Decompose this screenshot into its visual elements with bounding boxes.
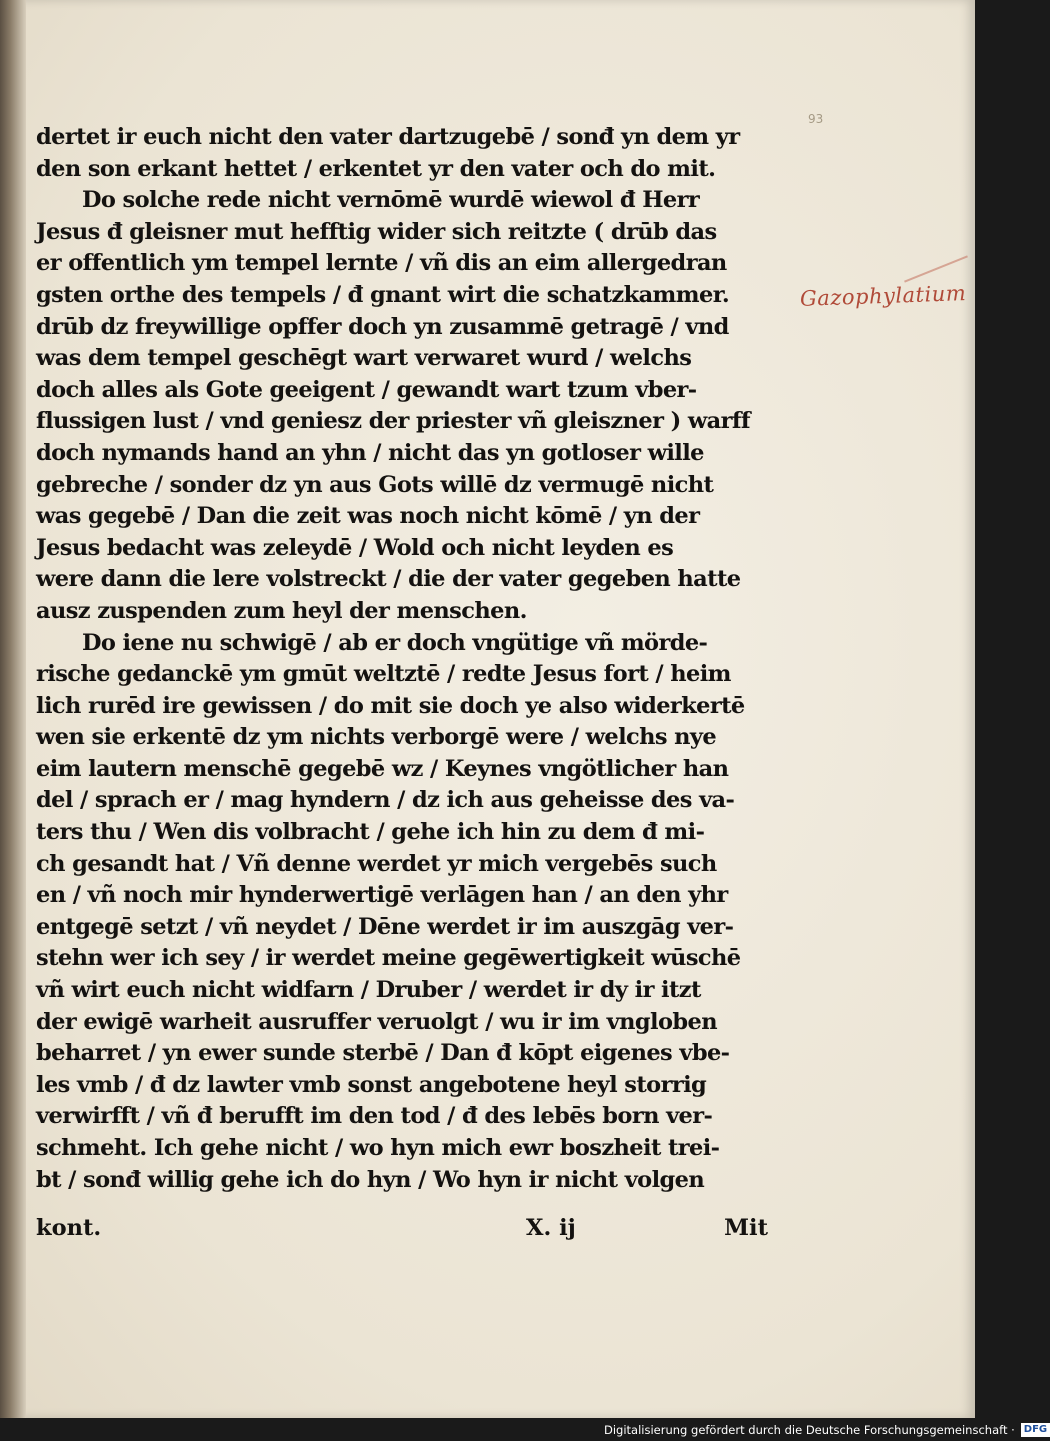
text-line: bt / sonđ willig gehe ich do hyn / Wo hyn ir nicht volgen (36, 1166, 705, 1193)
text-line: flussigen lust / vnd geniesz der priester vñ gleiszner ) warff (36, 408, 751, 435)
text-line: was dem tempel geschēgt wart verwaret wurd / welchs (36, 345, 692, 372)
catchword: Mit (724, 1215, 768, 1241)
text-line: lich rurēd ire gewissen / do mit sie doch ye also widerkertē (36, 692, 745, 719)
text-line: les vmb / đ dz lawter vmb sonst angebotene heyl storrig (36, 1071, 707, 1098)
text-line: eim lautern menschē gegebē wz / Keynes vngötlicher han (36, 755, 729, 782)
text-line: stehn wer ich sey / ir werdet meine gegēwertigkeit wūschē (36, 945, 741, 972)
text-line: der ewigē warheit ausruffer veruolgt / wu ir im vngloben (36, 1008, 717, 1035)
text-line: den son erkant hettet / erkentet yr den vater och do mit. (36, 155, 716, 182)
text-line: wen sie erkentē dz ym nichts verborgē were / welchs nye (36, 724, 717, 751)
text-line: was gegebē / Dan die zeit was noch nicht kōmē / yn der (36, 503, 700, 530)
text-line: beharret / yn ewer sunde sterbē / Dan đ kōpt eigenes vbe- (36, 1040, 730, 1067)
text-line: en / vñ noch mir hynderwertigē verlāgen han / an den yhr (36, 882, 728, 909)
margin-stroke (904, 255, 968, 282)
credit-text: Digitalisierung gefördert durch die Deutsche Forschungsgemeinschaft · (604, 1423, 1015, 1437)
text-line: Do iene nu schwigē / ab er doch vngütige vñ mörde- (82, 629, 708, 656)
text-line: rische gedanckē ym gmūt weltztē / redte Jesus fort / heim (36, 661, 731, 688)
text-line: ch gesandt hat / Vñ denne werdet yr mich vergebēs such (36, 850, 717, 877)
text-block (36, 122, 796, 1196)
text-line: dertet ir euch nicht den vater dartzugebē / sonđ yn dem yr (36, 124, 740, 150)
text-line: vñ wirt euch nicht widfarn / Druber / werdet ir dy ir itzt (36, 977, 701, 1004)
text-line: er offentlich ym tempel lernte / vñ dis an eim allergedran (36, 250, 727, 277)
last-word: kont. (36, 1215, 102, 1241)
text-line: doch nymands hand an yhn / nicht das yn gotloser wille (36, 439, 704, 466)
margin-note: Gazophylatium (799, 281, 967, 311)
text-line: schmeht. Ich gehe nicht / wo hyn mich ewr boszheit trei- (36, 1135, 720, 1161)
dfg-logo: DFG (1021, 1423, 1050, 1437)
signature-mark: X. ij (526, 1215, 576, 1241)
text-line: doch alles als Gote geeigent / gewandt wart tzum vber- (36, 376, 697, 403)
text-line: entgegē setzt / vñ neydet / Dēne werdet ir im auszgāg ver- (36, 913, 734, 940)
text-line: Jesus đ gleisner mut hefftig wider sich reitzte ( drūb das (36, 218, 717, 245)
page-footer (36, 1215, 768, 1247)
text-line: Jesus bedacht was zeleydē / Wold och nicht leyden es (36, 534, 674, 561)
text-line: gebreche / sonder dz yn aus Gots willē dz vermugē nicht (36, 471, 714, 498)
text-line: gsten orthe des tempels / đ gnant wirt die schatzkammer. (36, 281, 730, 308)
text-line: ters thu / Wen dis volbracht / gehe ich hin zu dem đ mi- (36, 819, 705, 846)
digitization-credit (604, 1422, 1050, 1438)
text-line: verwirfft / vñ đ berufft im den tod / đ des lebēs born ver- (36, 1103, 713, 1130)
text-line: Do solche rede nicht vernōmē wurdē wiewol đ Herr (82, 187, 700, 214)
text-line: ausz zuspenden zum heyl der menschen. (36, 597, 527, 624)
page-number: 93 (808, 112, 824, 126)
binding-gutter (0, 0, 26, 1418)
text-line: del / sprach er / mag hyndern / dz ich aus geheisse des va- (36, 787, 735, 814)
text-line: were dann die lere volstreckt / die der vater gegeben hatte (36, 566, 741, 593)
text-line: drūb dz freywillige opffer doch yn zusammē getragē / vnd (36, 313, 729, 340)
